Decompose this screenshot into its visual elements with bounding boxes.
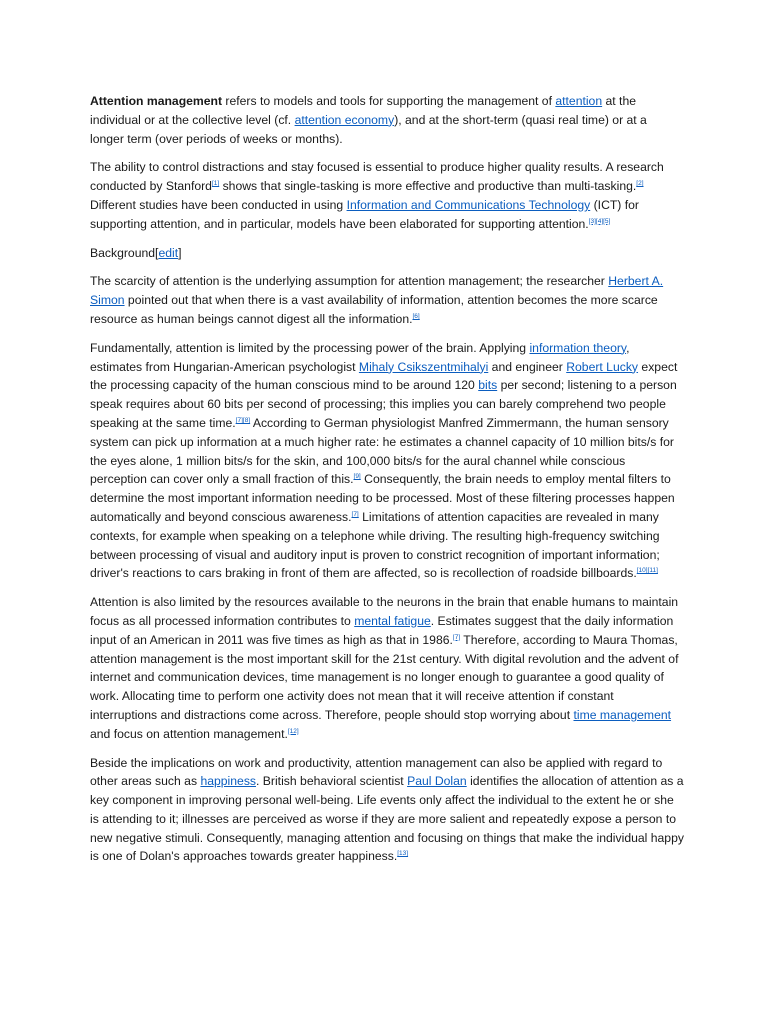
intro-paragraph	[90, 92, 684, 148]
link-attention-economy[interactable]: attention economy	[294, 112, 395, 127]
text-span: . Estimates suggest that the daily information input of an American in 2011 was five times as high as that in 1986.	[90, 613, 674, 647]
text-span: Different studies have been conducted in using	[90, 197, 347, 212]
link-information-theory[interactable]: information theory	[529, 340, 627, 355]
text-span: Beside the implications on work and productivity, attention management can also be applied with regard to other areas such as	[90, 755, 663, 789]
text-span: Therefore, according to Maura Thomas, attention management is the most important skill for the 21st century. With digital revolution and the advent of internet and communication devices, time management is no longer enough to guarantee a good quality of work. Allocating time to perform one activity does not mean that it will receive attention if constant interruptions and distractions come across. Therefore, people should stop worrying about	[90, 632, 679, 722]
citation-link-12[interactable]: [12]	[287, 727, 299, 735]
article-term: Attention management	[90, 94, 223, 108]
citation-link-13[interactable]: [13]	[397, 850, 409, 858]
text-span: (ICT) for supporting attention, and in particular, models have been elaborated for supporting attention.	[90, 197, 639, 231]
article-body	[90, 92, 684, 876]
link-paul-dolan[interactable]: Paul Dolan	[407, 774, 467, 789]
edit-bracket-right: ]	[178, 245, 182, 260]
text-span: According to German physiologist Manfred Zimmermann, the human sensory system can pick up information at a much higher rate: he estimates a channel capacity of 10 million bits/s for the eyes alone, 1 million bits/s for the skin, and 100,000 bits/s for the aural channel while conscious perception can cover only a small fraction of this.	[90, 415, 674, 487]
citation-link-7[interactable]: [7]	[351, 510, 359, 518]
section-heading	[90, 244, 684, 263]
citation-link-7b[interactable]: [7]	[452, 633, 461, 641]
text-span: Attention is also limited by the resources available to the neurons in the brain that enable humans to maintain focus as all processed information contributes to	[90, 595, 679, 628]
link-attention[interactable]: attention	[555, 94, 603, 108]
text-span: expect the processing capacity of the human conscious mind to be around 120	[90, 359, 678, 393]
text-span: Consequently, the brain needs to employ mental filters to determine the most important information needing to be processed. Most of these filtering processes happen automatically and beyond conscious awareness.	[90, 472, 675, 524]
text-span: Fundamentally, attention is limited by the processing power of the brain. Applying	[90, 340, 530, 355]
citation	[397, 850, 408, 857]
link-time-management[interactable]: time management	[573, 707, 672, 722]
citation	[354, 473, 361, 480]
text-span: The scarcity of attention is the underlying assumption for attention management; the researcher	[90, 274, 609, 289]
text-span: . British behavioral scientist	[256, 774, 408, 789]
link-csikszentmihalyi[interactable]: Mihaly Csikszentmihalyi	[358, 359, 489, 374]
text-span: and engineer	[488, 359, 567, 374]
paragraph-focus	[90, 158, 684, 233]
link-bits[interactable]: bits	[478, 378, 498, 393]
text-span: shows that single-tasking is more effective and productive than multi-tasking.	[219, 179, 637, 194]
text-span: pointed out that when there is a vast availability of information, attention becomes the more scarce resource as human beings cannot digest all the information.	[90, 293, 658, 326]
text-span: , estimates from Hungarian-American psychologist	[90, 340, 630, 374]
citation	[636, 180, 643, 187]
text-span: and focus on attention management.	[90, 726, 288, 741]
citation-link-3-5[interactable]: [3][4][5]	[588, 217, 611, 225]
citation	[589, 218, 611, 225]
heading-title: Background	[90, 245, 156, 260]
paragraph-scarcity	[90, 272, 684, 328]
paragraph-resources	[90, 593, 684, 743]
edit-bracket-left: [	[155, 245, 159, 260]
citation	[288, 728, 299, 735]
text-span: ), and at the short-term (quasi real time) or at a longer term (over periods of weeks or months).	[90, 112, 647, 146]
link-herbert-simon[interactable]: Herbert A. Simon	[90, 274, 664, 308]
citation-link-7-8[interactable]: [7][8]	[235, 416, 251, 424]
citation-link-6[interactable]: [6]	[412, 312, 420, 320]
citation	[637, 567, 658, 574]
text-span: at the individual or at the collective level (cf.	[90, 94, 637, 127]
text-span: per second; listening to a person speak requires about 60 bits per second of processing; this implies you can barely comprehend two people speaking at the same time.	[90, 378, 677, 430]
link-happiness[interactable]: happiness	[200, 774, 257, 789]
paragraph-happiness	[90, 754, 684, 867]
text-span: The ability to control distractions and stay focused is essential to produce higher quality results. A research conducted by Stanford	[90, 160, 664, 194]
link-mental-fatigue[interactable]: mental fatigue	[354, 613, 431, 628]
citation	[352, 511, 359, 518]
text-span: identifies the allocation of attention as a key component in improving personal well-being. Life events only affect the individual to the extent he or she is attending to it; illnesses are perceived as worse if they are more salient and repeatedly expose a person to new negative stimuli. Consequently, managing attention and focusing on things that make the individual happy is one of Dolan's approaches towards greater happiness.	[90, 774, 684, 864]
paragraph-processing	[90, 339, 684, 583]
text-span: Limitations of attention capacities are revealed in many contexts, for example when speaking on a telephone while driving. The resulting high-frequency switching between processing of visual and auditory input is proven to constrict recognition of important information; driver's reactions to cars braking in front of them are affected, so is recollection of roadside billboards.	[90, 509, 660, 581]
citation-link-10-11[interactable]: [10][11]	[636, 567, 658, 575]
edit-link[interactable]: edit	[158, 245, 179, 260]
citation-link-2[interactable]: [2]	[636, 180, 644, 188]
citation-link-1[interactable]: [1]	[211, 180, 220, 188]
citation-link-9[interactable]: [9]	[353, 473, 361, 481]
text-span: refers to models and tools for supporting the management of	[222, 94, 556, 108]
link-robert-lucky[interactable]: Robert Lucky	[566, 359, 639, 374]
citation	[236, 417, 250, 424]
citation	[412, 313, 419, 320]
link-ict[interactable]: Information and Communications Technology	[346, 197, 591, 212]
